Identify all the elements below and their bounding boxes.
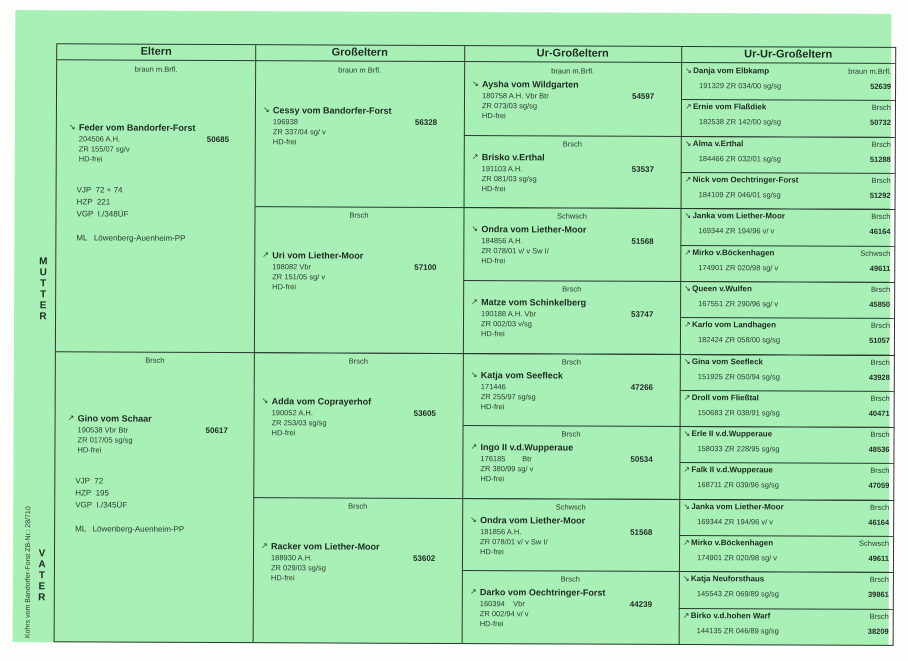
dog-color: Brsch xyxy=(871,212,891,222)
pedigree-arrow-icon: ↗ xyxy=(684,247,692,257)
dog-color: Brsch xyxy=(870,321,891,331)
dog-cell xyxy=(462,425,679,499)
dog-color: Brsch xyxy=(870,284,891,294)
dog-reg-number: 51292 xyxy=(869,190,891,200)
dog-name: Ondra vom Liether-Moor xyxy=(480,514,586,526)
dog-cell xyxy=(463,353,680,427)
pedigree-arrow-icon: ↗ xyxy=(684,102,692,112)
dog-info: 188930 A.H. ZR 029/03 sg/sg HD-frei xyxy=(270,552,327,583)
dog-color: Brsch xyxy=(871,103,891,113)
dog-cell xyxy=(680,281,894,318)
dog-name: Uri vom Liether-Moor xyxy=(272,250,364,261)
dog-info: 190188 A.H. Vbr ZR 002/03 v/sg HD-frei xyxy=(480,309,537,339)
dog-reg-number: 39861 xyxy=(867,590,889,600)
dog-cell xyxy=(680,317,894,354)
dog-cell xyxy=(681,63,895,100)
dog-reg-number: 40471 xyxy=(868,408,890,418)
side-letter: A xyxy=(38,559,46,571)
dog-name: Birko v.d.hohen Warf xyxy=(690,610,771,621)
dog-color: Brsch xyxy=(348,356,368,366)
side-labels xyxy=(13,10,48,642)
dog-cell xyxy=(680,208,894,245)
kohrs-label: Kohrs vom Bandorfer-Forst ZB-Nr.: 28/710 xyxy=(24,506,33,639)
dog-name: Falk II v.d.Wupperaue xyxy=(691,465,773,475)
pedigree-arrow-icon: ↘ xyxy=(684,211,692,221)
dog-color: Brsch xyxy=(561,429,581,439)
dog-cell xyxy=(462,570,679,644)
dog-color: Brsch xyxy=(561,356,581,367)
dog-color: Brsch xyxy=(349,210,369,220)
header-grosseltern: Großeltern xyxy=(255,45,464,62)
dog-reg-number: 50685 xyxy=(206,134,230,145)
pedigree-arrow-icon: ↗ xyxy=(683,320,691,330)
dog-name: Aysha vom Wildgarten xyxy=(482,79,579,90)
side-letter: T xyxy=(40,278,47,290)
pedigree-arrow-icon: ↘ xyxy=(470,514,477,524)
header-eltern: Eltern xyxy=(57,44,255,61)
dog-name: Feder vom Bandorfer-Forst xyxy=(78,122,196,133)
dog-color: Brsch xyxy=(869,575,889,585)
dog-cell xyxy=(679,426,893,463)
dog-info: 184466 ZR 032/01 sg/sg xyxy=(698,153,781,164)
dog-reg-number: 46164 xyxy=(868,517,890,527)
dog-name: Erle II v.d.Wupperaue xyxy=(691,429,773,439)
dog-cell xyxy=(681,172,895,209)
dog-color: braun m.Brfl. xyxy=(134,64,178,74)
dog-info: 169344 ZR 194/96 v/ v xyxy=(697,516,774,527)
dog-name: Mirko v.Böckenhagen xyxy=(692,247,775,257)
pedigree-arrow-icon: ↘ xyxy=(683,429,691,439)
dog-name: Katja Neuforsthaus xyxy=(690,574,765,584)
dog-cell xyxy=(254,206,464,352)
dog-name: Katja vom Seefleck xyxy=(480,369,563,380)
dog-name: Ondra vom Liether-Moor xyxy=(481,224,587,235)
dog-name: Brisko v.Erthal xyxy=(481,151,545,163)
dog-info: 198082 Vbr ZR 151/05 sg/ v HD-frei xyxy=(272,262,326,292)
dog-name: Matze vom Schinkelberg xyxy=(481,297,587,308)
dog-reg-number: 44239 xyxy=(629,600,653,610)
pedigree-arrow-icon: ↗ xyxy=(469,587,477,597)
dog-reg-number: 53605 xyxy=(413,408,436,418)
dog-info: 184109 ZR 046/01 sg/sg xyxy=(698,190,781,200)
dog-reg-number: 49611 xyxy=(869,263,891,273)
dog-color: braun m Brfl. xyxy=(338,65,382,75)
pedigree-arrow-icon: ↗ xyxy=(683,392,691,402)
dog-info: 167551 ZR 290/96 sg/ v xyxy=(698,298,779,309)
dog-cell xyxy=(55,351,254,642)
pedigree-arrow-icon: ↘ xyxy=(261,395,269,405)
pedigree-arrow-icon: ↗ xyxy=(470,442,478,452)
dog-cell xyxy=(679,608,893,645)
dog-info: 168711 ZR 039/96 sg/sg xyxy=(697,480,779,490)
dog-cell xyxy=(463,207,680,281)
dog-info: 174901 ZR 020/98 sg/ v xyxy=(696,553,778,563)
side-letter: T xyxy=(40,289,47,301)
dog-performance: VJP 72 HZP 195 VGP I./345ÜF ML Löwenberg-Auenheim-PP xyxy=(75,475,185,534)
dog-color: Brsch xyxy=(870,357,890,367)
dog-cell xyxy=(464,135,681,209)
dog-color: Schwsch xyxy=(859,538,890,548)
dog-cell xyxy=(253,497,463,643)
dog-info: 190538 Vbr Btr ZR 017/05 sg/sg HD-frei xyxy=(77,424,133,454)
dog-reg-number: 51568 xyxy=(630,527,653,537)
dog-info: 174901 ZR 020/98 sg/ v xyxy=(698,262,779,272)
pedigree-arrow-icon: ↘ xyxy=(684,138,692,148)
dog-color: Schwsch xyxy=(860,248,891,258)
dog-info: 182538 ZR 142/00 sg/sg xyxy=(698,117,782,127)
dog-reg-number: 51568 xyxy=(631,237,654,247)
dog-name: Racker vom Liether-Moor xyxy=(271,540,380,552)
pedigree-arrow-icon: ↗ xyxy=(683,465,691,475)
dog-info: 150683 ZR 038/91 sg/sg xyxy=(697,407,780,418)
pedigree-arrow-icon: ↘ xyxy=(262,105,270,115)
dog-reg-number: 48536 xyxy=(868,444,890,455)
dog-name: Queen v.Wulfen xyxy=(692,283,752,294)
dog-color: Brsch xyxy=(560,574,581,584)
dog-info: 176185 Btr ZR 380/99 sg/ v HD-frei xyxy=(480,454,534,484)
dog-reg-number: 53537 xyxy=(631,164,654,174)
dog-reg-number: 38209 xyxy=(867,626,889,636)
dog-color: Brsch xyxy=(871,139,891,149)
dog-reg-number: 47059 xyxy=(868,481,890,491)
dog-cell xyxy=(681,136,895,173)
dog-performance: VJP 72 + 74 HZP 221 VGP I./348ÜF ML Löwenberg-Auenheim-PP xyxy=(76,185,186,243)
pedigree-arrow-icon: ↗ xyxy=(471,296,478,306)
dog-reg-number: 53602 xyxy=(412,553,436,563)
dog-reg-number: 53747 xyxy=(631,309,654,319)
dog-name: Alma v.Erthal xyxy=(692,138,744,148)
dog-color: Brsch xyxy=(870,502,890,512)
dog-reg-number: 52639 xyxy=(870,81,892,91)
pedigree-arrow-icon: ↘ xyxy=(472,79,479,89)
dog-color: Brsch xyxy=(870,466,890,476)
pedigree-arrow-icon: ↗ xyxy=(683,538,690,548)
dog-name: Danja vom Elbkamp xyxy=(693,66,770,76)
pedigree-arrow-icon: ↗ xyxy=(682,610,690,620)
pedigree-arrow-icon: ↗ xyxy=(261,540,268,550)
dog-name: Droll vom Fließtal xyxy=(691,392,759,403)
dog-cell xyxy=(253,352,463,498)
dog-name: Janka vom Liether-Moor xyxy=(691,501,784,512)
pedigree-arrow-icon: ↘ xyxy=(682,574,690,584)
dog-reg-number: 47266 xyxy=(630,382,654,392)
dog-info: 191329 ZR 034/00 sg/sg xyxy=(699,81,782,91)
dog-color: Brsch xyxy=(145,355,165,365)
dog-info: 160394 Vbr ZR 002/94 v/ v HD-frei xyxy=(479,599,529,629)
dog-cell xyxy=(680,245,894,282)
side-letter: R xyxy=(38,592,46,604)
dog-color: Brsch xyxy=(348,501,368,511)
dog-name: Janka vom Liether-Moor xyxy=(692,211,785,221)
side-letter: M xyxy=(39,256,48,268)
pedigree-arrow-icon: ↘ xyxy=(470,369,478,379)
dog-name: Ingo II v.d.Wupperaue xyxy=(480,442,574,453)
dog-info: 145543 ZR 069/89 sg/sg xyxy=(696,589,780,599)
dog-name: Gino vom Schaar xyxy=(77,412,152,424)
dog-info: 181856 A.H. ZR 078/01 v/ v Sw I/ HD-frei xyxy=(480,526,548,556)
pedigree-arrow-icon: ↘ xyxy=(684,283,691,293)
dog-name: Mirko v.Böckenhagen xyxy=(691,538,774,548)
dog-reg-number: 51288 xyxy=(869,154,891,164)
dog-cell xyxy=(679,462,893,499)
dog-cell xyxy=(681,99,895,136)
dog-info: 158033 ZR 228/95 sg/sg xyxy=(697,444,780,454)
dog-name: Darko vom Oechtringer-Forst xyxy=(479,587,606,599)
dog-info: 180758 A.H. Vbr Btr ZR 073/03 sg/sg HD-frei xyxy=(481,91,549,121)
side-letter: E xyxy=(39,300,47,312)
dog-cell xyxy=(679,499,893,536)
pedigree-arrow-icon: ↗ xyxy=(67,412,75,422)
dog-color: Brsch xyxy=(869,611,889,621)
dog-info: 191103 A.H. ZR 081/03 sg/sg HD-frei xyxy=(481,163,537,193)
dog-name: Ernie vom Flaßdiek xyxy=(692,102,767,112)
dog-reg-number: 50732 xyxy=(870,118,891,128)
dog-info: 144135 ZR 046/89 sg/sg xyxy=(696,625,779,636)
side-letter: E xyxy=(38,581,46,593)
pedigree-arrow-icon: ↘ xyxy=(683,501,690,511)
dog-color: Brsch xyxy=(871,175,891,185)
dog-info: 190052 A.H. ZR 253/03 sg/sg HD-frei xyxy=(271,407,327,437)
vater-label xyxy=(35,548,49,603)
pedigree-arrow-icon: ↘ xyxy=(685,66,692,76)
dog-name: Karlo vom Landhagen xyxy=(691,320,777,330)
pedigree-table xyxy=(54,43,897,646)
pedigree-arrow-icon: ↗ xyxy=(684,174,692,184)
dog-color: Brsch xyxy=(870,429,890,440)
side-letter: U xyxy=(39,267,47,279)
dog-name: Gina vom Seefleck xyxy=(691,356,764,366)
dog-reg-number: 50534 xyxy=(630,454,653,465)
pedigree-arrow-icon: ↗ xyxy=(262,250,270,260)
dog-reg-number: 49611 xyxy=(868,553,890,563)
dog-info: 151925 ZR 050/94 sg/sg xyxy=(697,371,780,381)
dog-reg-number: 46164 xyxy=(869,227,891,237)
dog-info: 196938 ZR 337/04 sg/ v HD-frei xyxy=(272,117,326,147)
dog-info: 171446 ZR 255/97 sg/sg HD-frei xyxy=(480,381,536,411)
side-letter: R xyxy=(39,311,47,323)
dog-name: Cessy vom Bandorfer-Forst xyxy=(272,105,392,116)
dog-color: braun m.Brfl. xyxy=(551,66,595,76)
dog-color: Schwsch xyxy=(555,502,586,512)
dog-info: 184856 A.H. ZR 078/01 v/ v Sw I/ HD-frei xyxy=(481,236,549,266)
dog-color: Brsch xyxy=(562,284,582,294)
dog-color: braun m.Brfl. xyxy=(848,66,892,76)
dog-reg-number: 54597 xyxy=(631,91,655,101)
pedigree-arrow-icon: ↗ xyxy=(471,151,479,161)
header-urgrosseltern: Ur-Großeltern xyxy=(464,46,681,63)
header-ururgrosseltern: Ur-Ur-Großeltern xyxy=(681,47,895,64)
dog-color: Brsch xyxy=(562,139,582,149)
dog-color: Schwsch xyxy=(556,211,588,221)
dog-cell xyxy=(679,535,893,572)
dog-info: 204506 A.H. ZR 155/07 sg/v HD-frei xyxy=(78,134,130,164)
dog-cell xyxy=(680,353,894,390)
dog-cell xyxy=(462,498,679,572)
dog-cell xyxy=(56,60,255,351)
side-letter: T xyxy=(38,570,45,582)
pedigree-arrow-icon: ↘ xyxy=(68,122,76,132)
pedigree-arrow-icon: ↘ xyxy=(471,224,479,234)
mutter-label xyxy=(36,256,50,322)
dog-color: Brsch xyxy=(870,393,890,403)
dog-reg-number: 56328 xyxy=(414,117,438,127)
dog-reg-number: 43928 xyxy=(868,372,890,382)
dog-cell xyxy=(679,571,893,608)
side-letter: V xyxy=(38,548,46,560)
dog-info: 182424 ZR 058/00 sg/sg xyxy=(697,335,781,345)
dog-name: Adda vom Coprayerhof xyxy=(271,395,372,407)
dog-reg-number: 57100 xyxy=(414,263,437,273)
dog-reg-number: 51057 xyxy=(869,336,890,346)
dog-reg-number: 50617 xyxy=(205,425,228,435)
dog-info: 169344 ZR 194/96 v/ v xyxy=(698,226,775,236)
dog-cell xyxy=(255,61,465,207)
dog-cell xyxy=(680,390,894,427)
pedigree-arrow-icon: ↘ xyxy=(683,356,691,366)
dog-name: Nick vom Oechtringer-Forst xyxy=(692,174,799,185)
dog-reg-number: 45850 xyxy=(869,299,891,309)
pedigree-sheet xyxy=(13,10,892,646)
dog-cell xyxy=(464,62,681,136)
dog-cell xyxy=(463,280,680,354)
